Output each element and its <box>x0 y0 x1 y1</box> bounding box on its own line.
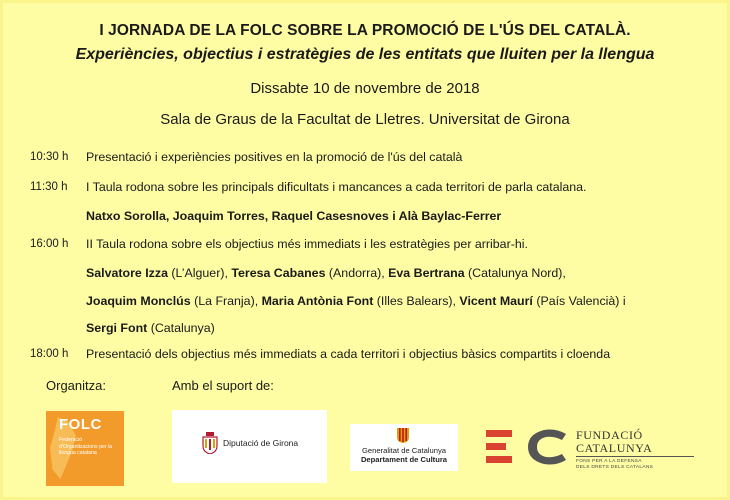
suport-label: Amb el suport de: <box>172 378 274 393</box>
program-speakers-2: Natxo Sorolla, Joaquim Torres, Raquel Casesnoves i Alà Baylac-Ferrer <box>86 209 502 223</box>
program-text-3: II Taula rodona sobre els objectius més immediats i les estratègies per arribar-hi. <box>86 237 528 251</box>
generalitat-department: Departament de Cultura <box>360 455 448 464</box>
speaker-name: Vicent Maurí <box>459 294 533 308</box>
diputacio-girona-logo <box>172 410 327 483</box>
speaker-place: (Catalunya Nord), <box>464 266 566 280</box>
program-speakers-3b <box>86 294 626 308</box>
speaker-place: (La Franja), <box>190 294 262 308</box>
speaker-place: (País Valencià) i <box>532 294 626 308</box>
speaker-place: (L’Alguer), <box>167 266 232 280</box>
folc-logo-fullname: Federació d’Organitzacions per la llengua catalana <box>59 437 113 456</box>
program-text-1: Presentació i experiències positives en la promoció de l'ús del català <box>86 150 463 164</box>
speaker-place: (Illes Balears), <box>373 294 460 308</box>
fundacio-word: FUNDACIÓ <box>576 428 643 442</box>
catalunya-word: CATALUNYA <box>576 441 653 455</box>
speaker-name: Eva Bertrana <box>388 266 465 280</box>
folc-logo <box>46 411 124 486</box>
generalitat-name: Generalitat de Catalunya <box>361 446 446 455</box>
event-subtitle: Experiències, objectius i estratègies de les entitats que lluiten per la llengua <box>75 46 655 63</box>
fc-divider <box>576 456 694 457</box>
program-time-2: 11:30 h <box>30 181 68 193</box>
speaker-name: Joaquim Monclús <box>86 294 191 308</box>
diputacio-name: Diputació de Girona <box>223 438 299 448</box>
event-date: Dissabte 10 de novembre de 2018 <box>250 80 480 97</box>
program-time-4: 18:00 h <box>30 348 69 360</box>
generalitat-logo <box>350 424 458 471</box>
folc-logo-name: FOLC <box>59 416 102 433</box>
fundacio-catalunya-logo <box>484 424 694 471</box>
speaker-name: Maria Antònia Font <box>261 294 374 308</box>
organitza-label: Organitza: <box>46 378 106 393</box>
speaker-name: Salvatore Izza <box>86 266 168 280</box>
program-speakers-3c <box>86 321 215 335</box>
diputacio-crest-icon <box>202 432 218 454</box>
speaker-name: Sergi Font <box>86 321 148 335</box>
program-text-2: I Taula rodona sobre les principals dificultats i mancances a cada territori de parla catalana. <box>86 180 587 194</box>
event-title: I JORNADA DE LA FOLC SOBRE LA PROMOCIÓ DE L'ÚS DEL CATALÀ. <box>99 22 631 39</box>
program-speakers-3a <box>86 266 566 280</box>
fundacio-tagline-1: FONS PER A LA DEFENSA <box>576 459 642 464</box>
fc-monogram-icon <box>484 428 570 466</box>
program-text-4: Presentació dels objectius més immediats a cada territori i objectius bàsics compartits i cloenda <box>86 347 611 361</box>
event-venue: Sala de Graus de la Facultat de Lletres. Universitat de Girona <box>160 111 570 128</box>
speaker-place: (Andorra), <box>325 266 389 280</box>
speaker-name: Teresa Cabanes <box>231 266 326 280</box>
program-time-3: 16:00 h <box>30 238 69 250</box>
program-time-1: 10:30 h <box>30 151 69 163</box>
generalitat-emblem-icon <box>396 427 410 443</box>
speaker-place: (Catalunya) <box>147 321 215 335</box>
fundacio-tagline-2: DELS DRETS DELS CATALANS <box>576 465 654 470</box>
